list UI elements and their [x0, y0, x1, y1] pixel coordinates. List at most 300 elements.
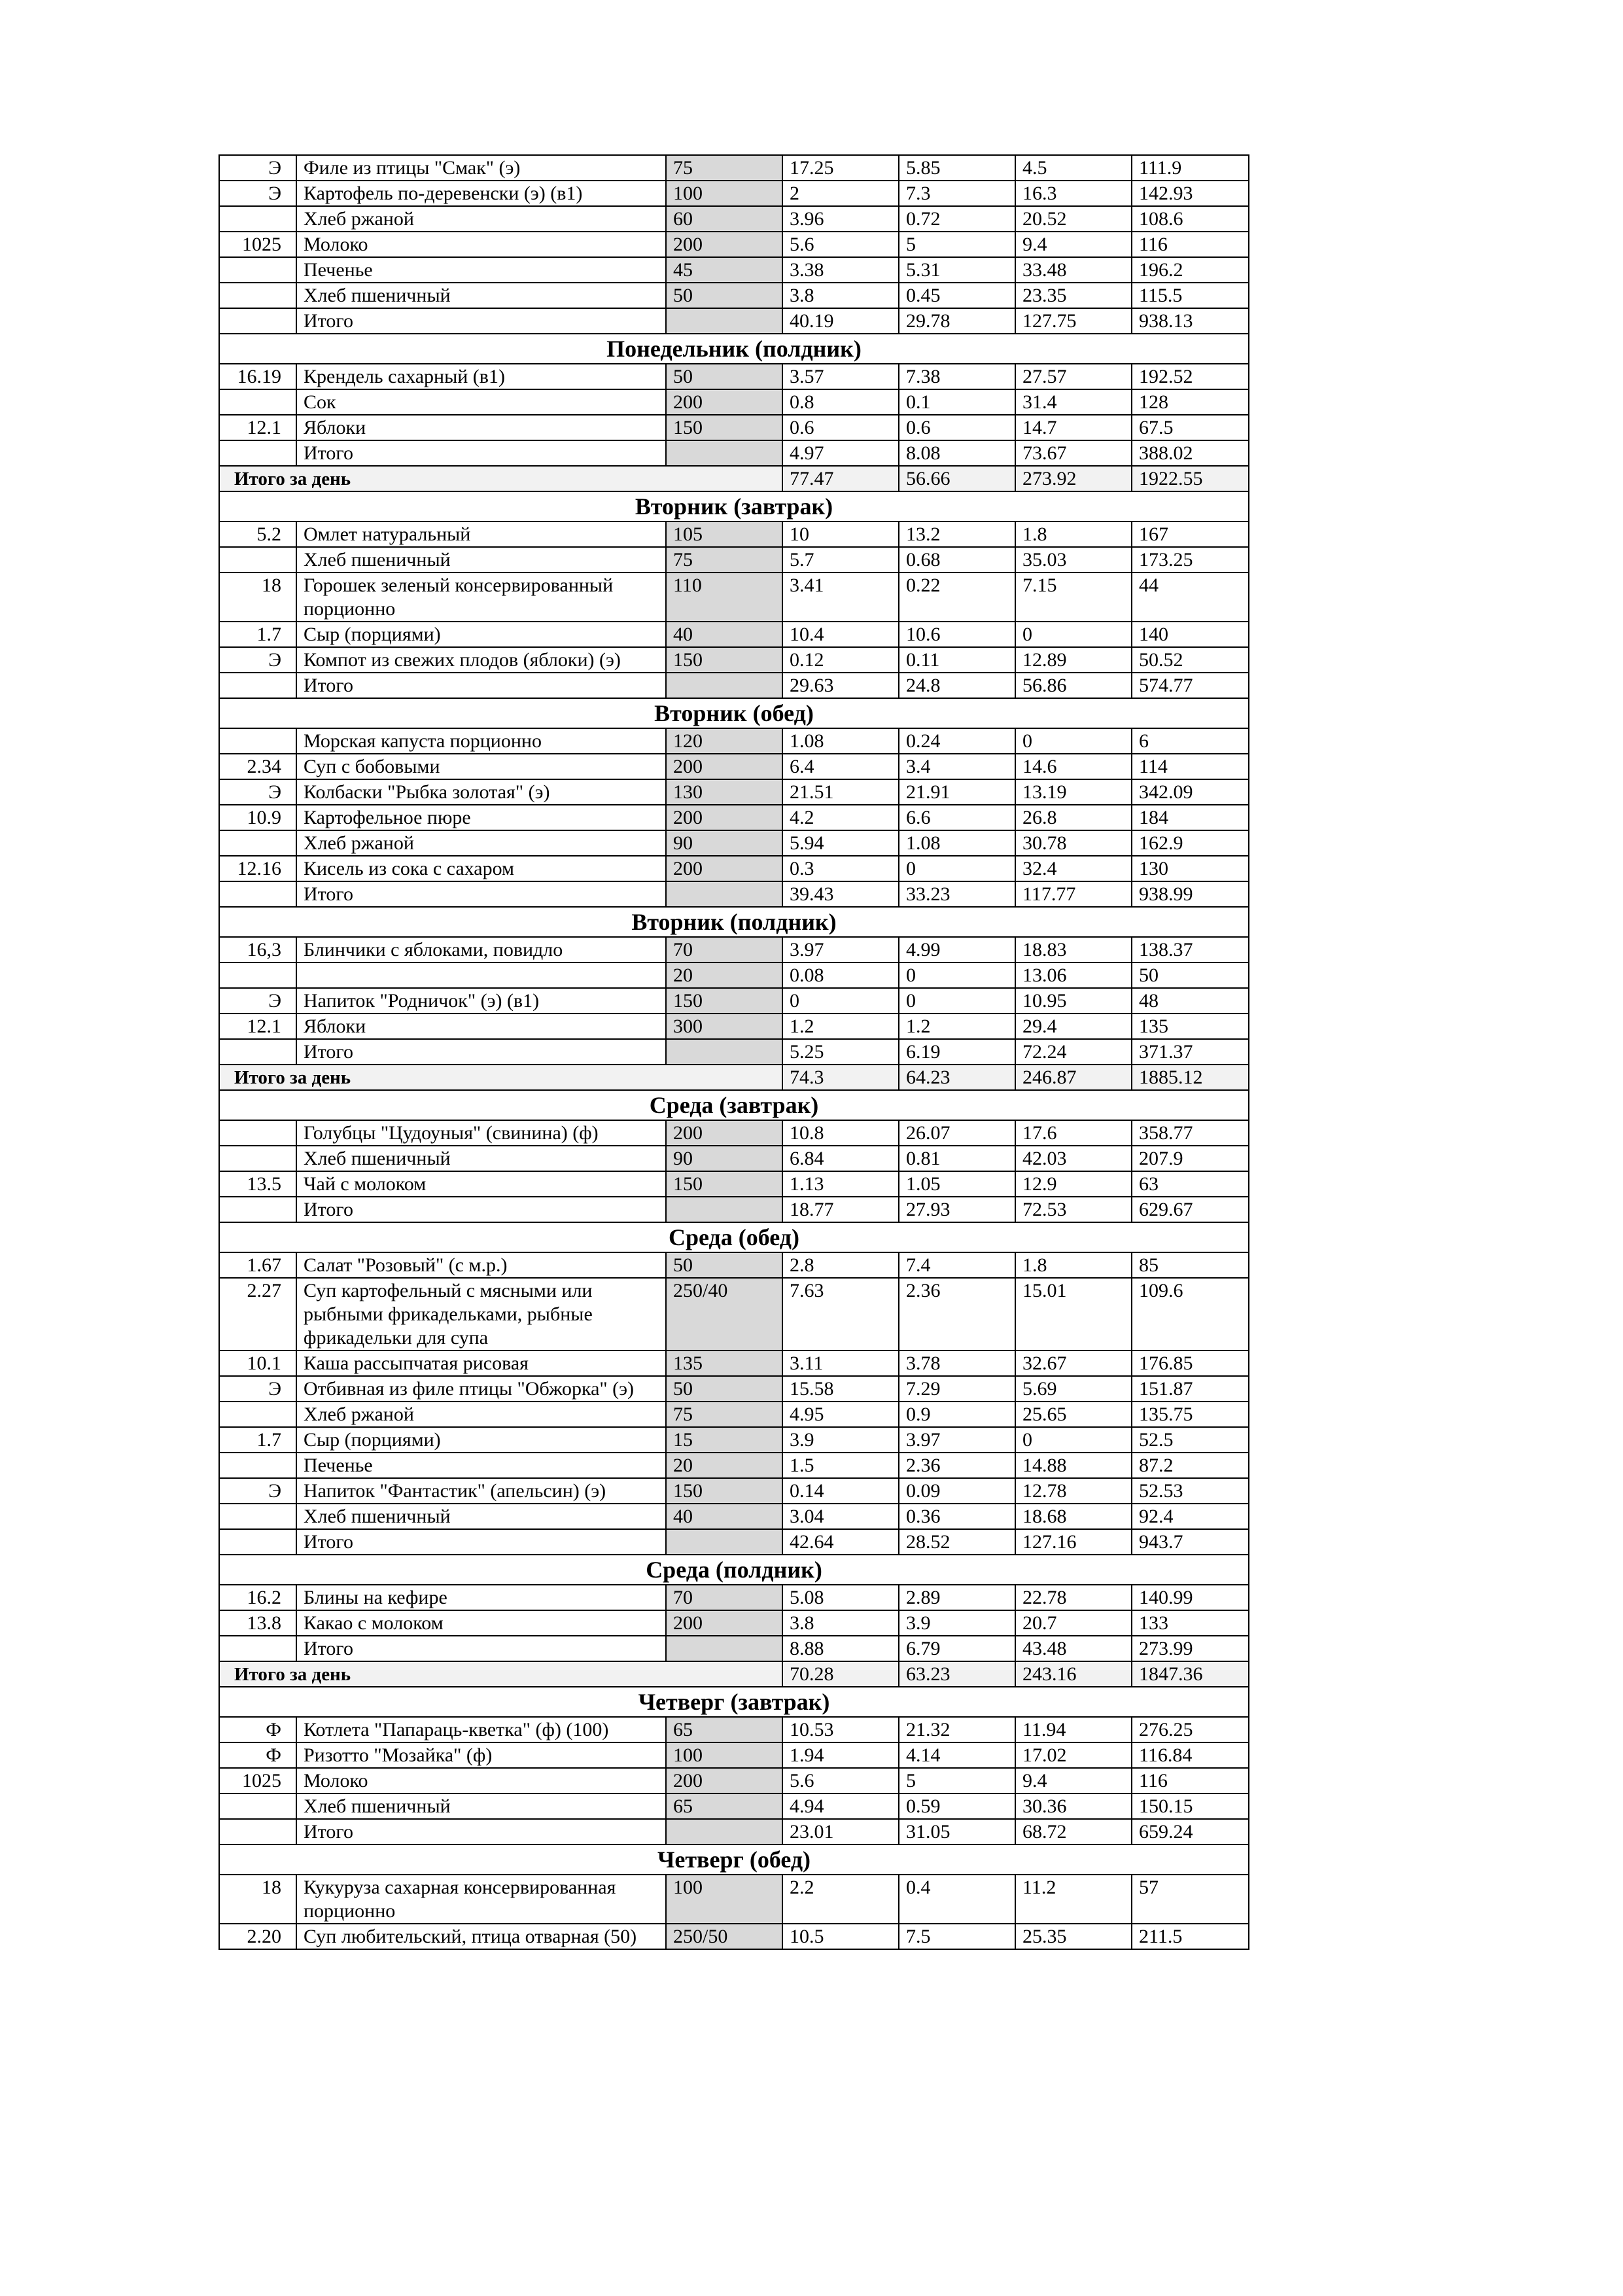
cell-dish-name: Хлеб пшеничный — [296, 1504, 666, 1529]
cell-fat: 3.97 — [899, 1427, 1015, 1453]
cell-kcal: 162.9 — [1132, 830, 1249, 856]
cell-carbs: 127.16 — [1015, 1529, 1132, 1555]
cell-fat: 3.4 — [899, 754, 1015, 779]
cell-recipe-number: Э — [219, 181, 296, 206]
cell-fat: 3.78 — [899, 1351, 1015, 1376]
table-row — [219, 1146, 1249, 1171]
cell-portion-mass: 65 — [666, 1717, 782, 1742]
cell-protein: 3.57 — [782, 364, 899, 389]
cell-fat: 0.72 — [899, 206, 1015, 232]
cell-carbs: 32.4 — [1015, 856, 1132, 881]
cell-carbs: 1.8 — [1015, 1252, 1132, 1278]
cell-kcal: 63 — [1132, 1171, 1249, 1197]
cell-carbs: 9.4 — [1015, 1768, 1132, 1793]
cell-fat: 1.08 — [899, 830, 1015, 856]
cell-kcal: 574.77 — [1132, 673, 1249, 698]
section-title: Вторник (полдник) — [219, 907, 1249, 937]
cell-protein: 39.43 — [782, 881, 899, 907]
cell-recipe-number: Э — [219, 155, 296, 181]
cell-recipe-number: 2.27 — [219, 1278, 296, 1351]
cell-fat: 13.2 — [899, 521, 1015, 547]
cell-carbs: 5.69 — [1015, 1376, 1132, 1402]
cell-carbs: 243.16 — [1015, 1661, 1132, 1687]
section-header-row — [219, 491, 1249, 521]
cell-kcal: 50 — [1132, 963, 1249, 988]
cell-dish-name: Молоко — [296, 232, 666, 257]
cell-fat: 5 — [899, 1768, 1015, 1793]
cell-protein: 0.6 — [782, 415, 899, 440]
cell-carbs: 11.94 — [1015, 1717, 1132, 1742]
cell-kcal: 128 — [1132, 389, 1249, 415]
meal-total-row — [219, 440, 1249, 466]
cell-carbs: 25.35 — [1015, 1924, 1132, 1949]
cell-recipe-number — [219, 283, 296, 308]
cell-dish-name: Напиток "Фантастик" (апельсин) (э) — [296, 1478, 666, 1504]
table-row — [219, 1278, 1249, 1351]
section-title: Четверг (завтрак) — [219, 1687, 1249, 1717]
cell-dish-name: Хлеб пшеничный — [296, 547, 666, 573]
cell-kcal: 52.5 — [1132, 1427, 1249, 1453]
cell-fat: 0 — [899, 856, 1015, 881]
cell-fat: 21.32 — [899, 1717, 1015, 1742]
menu-table-body — [219, 155, 1249, 1949]
cell-portion-mass: 65 — [666, 1793, 782, 1819]
cell-recipe-number — [219, 1402, 296, 1427]
cell-portion-mass: 200 — [666, 856, 782, 881]
cell-portion-mass: 50 — [666, 364, 782, 389]
cell-carbs: 25.65 — [1015, 1402, 1132, 1427]
cell-fat: 5.85 — [899, 155, 1015, 181]
cell-portion-mass: 300 — [666, 1014, 782, 1039]
table-row — [219, 1376, 1249, 1402]
cell-fat: 26.07 — [899, 1120, 1015, 1146]
cell-carbs: 43.48 — [1015, 1636, 1132, 1661]
cell-fat: 33.23 — [899, 881, 1015, 907]
cell-recipe-number — [219, 881, 296, 907]
cell-recipe-number: 10.9 — [219, 805, 296, 830]
cell-fat: 2.36 — [899, 1278, 1015, 1351]
cell-kcal: 133 — [1132, 1610, 1249, 1636]
cell-fat: 7.38 — [899, 364, 1015, 389]
cell-recipe-number: 1.7 — [219, 1427, 296, 1453]
cell-protein: 1.2 — [782, 1014, 899, 1039]
cell-recipe-number — [219, 1529, 296, 1555]
menu-table — [218, 154, 1249, 1950]
table-row — [219, 779, 1249, 805]
cell-recipe-number — [219, 830, 296, 856]
cell-carbs: 14.7 — [1015, 415, 1132, 440]
cell-recipe-number: Э — [219, 779, 296, 805]
day-total-label: Итого за день — [219, 466, 782, 491]
cell-fat: 0.4 — [899, 1875, 1015, 1924]
cell-portion-mass — [666, 440, 782, 466]
cell-kcal: 109.6 — [1132, 1278, 1249, 1351]
cell-carbs: 33.48 — [1015, 257, 1132, 283]
cell-protein: 5.94 — [782, 830, 899, 856]
cell-portion-mass: 150 — [666, 415, 782, 440]
cell-fat: 4.14 — [899, 1742, 1015, 1768]
cell-recipe-number: Э — [219, 988, 296, 1014]
cell-recipe-number — [219, 673, 296, 698]
cell-kcal: 92.4 — [1132, 1504, 1249, 1529]
cell-protein: 3.11 — [782, 1351, 899, 1376]
cell-kcal: 211.5 — [1132, 1924, 1249, 1949]
cell-dish-name: Яблоки — [296, 1014, 666, 1039]
cell-fat: 0.24 — [899, 728, 1015, 754]
cell-carbs: 14.88 — [1015, 1453, 1132, 1478]
cell-protein: 6.84 — [782, 1146, 899, 1171]
cell-protein: 10 — [782, 521, 899, 547]
cell-dish-name: Итого — [296, 1039, 666, 1065]
cell-kcal: 192.52 — [1132, 364, 1249, 389]
cell-kcal: 167 — [1132, 521, 1249, 547]
cell-carbs: 20.52 — [1015, 206, 1132, 232]
cell-portion-mass: 20 — [666, 963, 782, 988]
cell-kcal: 388.02 — [1132, 440, 1249, 466]
cell-recipe-number: 5.2 — [219, 521, 296, 547]
cell-protein: 0.14 — [782, 1478, 899, 1504]
table-row — [219, 1793, 1249, 1819]
cell-carbs: 0 — [1015, 622, 1132, 647]
cell-fat: 0.9 — [899, 1402, 1015, 1427]
cell-recipe-number — [219, 440, 296, 466]
cell-fat: 0.09 — [899, 1478, 1015, 1504]
cell-recipe-number — [219, 963, 296, 988]
cell-dish-name: Чай с молоком — [296, 1171, 666, 1197]
cell-portion-mass: 200 — [666, 232, 782, 257]
cell-portion-mass: 200 — [666, 1768, 782, 1793]
cell-fat: 29.78 — [899, 308, 1015, 334]
cell-kcal: 116 — [1132, 1768, 1249, 1793]
cell-recipe-number: 1.7 — [219, 622, 296, 647]
section-header-row — [219, 1222, 1249, 1252]
cell-dish-name: Суп картофельный с мясными или рыбными фрикадельками, рыбные фрикадельки для супа — [296, 1278, 666, 1351]
cell-dish-name: Горошек зеленый консервированный порционно — [296, 573, 666, 622]
cell-protein: 3.96 — [782, 206, 899, 232]
cell-fat: 5.31 — [899, 257, 1015, 283]
cell-kcal: 135.75 — [1132, 1402, 1249, 1427]
cell-portion-mass: 90 — [666, 830, 782, 856]
cell-portion-mass: 50 — [666, 1252, 782, 1278]
cell-protein: 21.51 — [782, 779, 899, 805]
cell-protein: 70.28 — [782, 1661, 899, 1687]
cell-dish-name: Хлеб ржаной — [296, 206, 666, 232]
cell-portion-mass: 75 — [666, 547, 782, 573]
cell-recipe-number — [219, 728, 296, 754]
cell-protein: 4.2 — [782, 805, 899, 830]
table-row — [219, 937, 1249, 963]
section-header-row — [219, 1090, 1249, 1120]
cell-dish-name: Каша рассыпчатая рисовая — [296, 1351, 666, 1376]
cell-fat: 63.23 — [899, 1661, 1015, 1687]
cell-dish-name: Морская капуста порционно — [296, 728, 666, 754]
cell-carbs: 26.8 — [1015, 805, 1132, 830]
meal-total-row — [219, 881, 1249, 907]
cell-carbs: 16.3 — [1015, 181, 1132, 206]
cell-protein: 6.4 — [782, 754, 899, 779]
cell-dish-name: Итого — [296, 308, 666, 334]
cell-recipe-number: 2.34 — [219, 754, 296, 779]
cell-dish-name: Сыр (порциями) — [296, 1427, 666, 1453]
cell-kcal: 85 — [1132, 1252, 1249, 1278]
cell-kcal: 184 — [1132, 805, 1249, 830]
cell-fat: 0.45 — [899, 283, 1015, 308]
table-row — [219, 1742, 1249, 1768]
section-title: Понедельник (полдник) — [219, 334, 1249, 364]
table-row — [219, 1427, 1249, 1453]
table-row — [219, 364, 1249, 389]
cell-dish-name: Печенье — [296, 257, 666, 283]
cell-recipe-number — [219, 1120, 296, 1146]
table-row — [219, 1478, 1249, 1504]
table-row — [219, 283, 1249, 308]
cell-portion-mass: 200 — [666, 389, 782, 415]
cell-protein: 3.97 — [782, 937, 899, 963]
cell-portion-mass: 150 — [666, 1171, 782, 1197]
cell-recipe-number — [219, 1636, 296, 1661]
cell-protein: 0 — [782, 988, 899, 1014]
section-header-row — [219, 907, 1249, 937]
cell-dish-name: Филе из птицы "Смак" (э) — [296, 155, 666, 181]
table-row — [219, 1717, 1249, 1742]
cell-fat: 0.81 — [899, 1146, 1015, 1171]
meal-total-row — [219, 308, 1249, 334]
cell-protein: 0.3 — [782, 856, 899, 881]
cell-protein: 3.38 — [782, 257, 899, 283]
cell-recipe-number: 16.19 — [219, 364, 296, 389]
cell-kcal: 371.37 — [1132, 1039, 1249, 1065]
cell-portion-mass: 200 — [666, 1610, 782, 1636]
cell-fat: 24.8 — [899, 673, 1015, 698]
cell-kcal: 140.99 — [1132, 1585, 1249, 1610]
cell-protein: 18.77 — [782, 1197, 899, 1222]
section-title: Среда (обед) — [219, 1222, 1249, 1252]
table-row — [219, 1585, 1249, 1610]
cell-dish-name: Итого — [296, 1636, 666, 1661]
cell-portion-mass: 50 — [666, 1376, 782, 1402]
cell-protein: 1.5 — [782, 1453, 899, 1478]
cell-kcal: 108.6 — [1132, 206, 1249, 232]
cell-fat: 1.05 — [899, 1171, 1015, 1197]
cell-dish-name: Итого — [296, 1529, 666, 1555]
cell-kcal: 52.53 — [1132, 1478, 1249, 1504]
cell-protein: 15.58 — [782, 1376, 899, 1402]
day-total-row — [219, 1661, 1249, 1687]
cell-kcal: 130 — [1132, 856, 1249, 881]
cell-kcal: 629.67 — [1132, 1197, 1249, 1222]
cell-dish-name: Картофельное пюре — [296, 805, 666, 830]
table-row — [219, 1120, 1249, 1146]
cell-protein: 7.63 — [782, 1278, 899, 1351]
cell-protein: 10.8 — [782, 1120, 899, 1146]
cell-fat: 6.19 — [899, 1039, 1015, 1065]
cell-portion-mass: 40 — [666, 622, 782, 647]
cell-portion-mass — [666, 673, 782, 698]
cell-carbs: 30.36 — [1015, 1793, 1132, 1819]
cell-carbs: 42.03 — [1015, 1146, 1132, 1171]
cell-portion-mass — [666, 1819, 782, 1845]
cell-carbs: 12.78 — [1015, 1478, 1132, 1504]
table-row — [219, 1014, 1249, 1039]
cell-recipe-number: Ф — [219, 1717, 296, 1742]
cell-protein: 2.2 — [782, 1875, 899, 1924]
cell-portion-mass: 45 — [666, 257, 782, 283]
cell-carbs: 72.24 — [1015, 1039, 1132, 1065]
section-title: Среда (завтрак) — [219, 1090, 1249, 1120]
cell-protein: 2.8 — [782, 1252, 899, 1278]
cell-kcal: 116.84 — [1132, 1742, 1249, 1768]
cell-protein: 42.64 — [782, 1529, 899, 1555]
cell-protein: 8.88 — [782, 1636, 899, 1661]
cell-fat: 0 — [899, 988, 1015, 1014]
cell-protein: 1.94 — [782, 1742, 899, 1768]
cell-carbs: 31.4 — [1015, 389, 1132, 415]
cell-protein: 3.9 — [782, 1427, 899, 1453]
table-row — [219, 728, 1249, 754]
cell-dish-name: Ризотто "Мозайка" (ф) — [296, 1742, 666, 1768]
cell-portion-mass: 105 — [666, 521, 782, 547]
cell-carbs: 9.4 — [1015, 232, 1132, 257]
cell-dish-name: Крендель сахарный (в1) — [296, 364, 666, 389]
table-row — [219, 257, 1249, 283]
table-row — [219, 963, 1249, 988]
cell-kcal: 176.85 — [1132, 1351, 1249, 1376]
meal-total-row — [219, 1039, 1249, 1065]
cell-portion-mass — [666, 1636, 782, 1661]
cell-kcal: 116 — [1132, 232, 1249, 257]
cell-protein: 40.19 — [782, 308, 899, 334]
cell-kcal: 135 — [1132, 1014, 1249, 1039]
cell-recipe-number — [219, 1039, 296, 1065]
cell-carbs: 14.6 — [1015, 754, 1132, 779]
cell-fat: 0.59 — [899, 1793, 1015, 1819]
cell-kcal: 207.9 — [1132, 1146, 1249, 1171]
cell-dish-name: Суп любительский, птица отварная (50) — [296, 1924, 666, 1949]
cell-protein: 77.47 — [782, 466, 899, 491]
cell-dish-name: Яблоки — [296, 415, 666, 440]
cell-dish-name — [296, 963, 666, 988]
cell-dish-name: Итого — [296, 440, 666, 466]
cell-fat: 10.6 — [899, 622, 1015, 647]
cell-portion-mass: 90 — [666, 1146, 782, 1171]
cell-recipe-number: 18 — [219, 573, 296, 622]
section-header-row — [219, 1555, 1249, 1585]
cell-fat: 6.6 — [899, 805, 1015, 830]
cell-fat: 7.4 — [899, 1252, 1015, 1278]
meal-total-row — [219, 1529, 1249, 1555]
cell-protein: 10.5 — [782, 1924, 899, 1949]
cell-dish-name: Печенье — [296, 1453, 666, 1478]
table-row — [219, 1171, 1249, 1197]
cell-dish-name: Итого — [296, 1197, 666, 1222]
cell-kcal: 938.13 — [1132, 308, 1249, 334]
cell-kcal: 943.7 — [1132, 1529, 1249, 1555]
cell-protein: 5.08 — [782, 1585, 899, 1610]
cell-carbs: 56.86 — [1015, 673, 1132, 698]
cell-protein: 74.3 — [782, 1065, 899, 1090]
cell-fat: 4.99 — [899, 937, 1015, 963]
cell-carbs: 11.2 — [1015, 1875, 1132, 1924]
cell-portion-mass — [666, 1197, 782, 1222]
cell-protein: 4.94 — [782, 1793, 899, 1819]
cell-fat: 0.6 — [899, 415, 1015, 440]
cell-fat: 28.52 — [899, 1529, 1015, 1555]
cell-recipe-number: 1.67 — [219, 1252, 296, 1278]
cell-kcal: 1847.36 — [1132, 1661, 1249, 1687]
table-row — [219, 1768, 1249, 1793]
cell-carbs: 29.4 — [1015, 1014, 1132, 1039]
table-row — [219, 1875, 1249, 1924]
cell-dish-name: Суп с бобовыми — [296, 754, 666, 779]
cell-dish-name: Итого — [296, 1819, 666, 1845]
cell-dish-name: Хлеб пшеничный — [296, 283, 666, 308]
cell-protein: 5.6 — [782, 1768, 899, 1793]
cell-kcal: 276.25 — [1132, 1717, 1249, 1742]
cell-portion-mass: 135 — [666, 1351, 782, 1376]
meal-total-row — [219, 1636, 1249, 1661]
cell-kcal: 151.87 — [1132, 1376, 1249, 1402]
cell-protein: 1.08 — [782, 728, 899, 754]
cell-portion-mass: 60 — [666, 206, 782, 232]
cell-protein: 0.8 — [782, 389, 899, 415]
cell-dish-name: Какао с молоком — [296, 1610, 666, 1636]
cell-kcal: 67.5 — [1132, 415, 1249, 440]
table-row — [219, 547, 1249, 573]
cell-carbs: 23.35 — [1015, 283, 1132, 308]
cell-carbs: 4.5 — [1015, 155, 1132, 181]
cell-carbs: 27.57 — [1015, 364, 1132, 389]
cell-portion-mass: 150 — [666, 647, 782, 673]
cell-dish-name: Кисель из сока с сахаром — [296, 856, 666, 881]
cell-carbs: 17.02 — [1015, 1742, 1132, 1768]
cell-portion-mass: 100 — [666, 181, 782, 206]
cell-fat: 0.1 — [899, 389, 1015, 415]
cell-kcal: 114 — [1132, 754, 1249, 779]
cell-fat: 1.2 — [899, 1014, 1015, 1039]
cell-portion-mass — [666, 881, 782, 907]
cell-recipe-number: 16.2 — [219, 1585, 296, 1610]
cell-fat: 2.36 — [899, 1453, 1015, 1478]
table-row — [219, 622, 1249, 647]
cell-fat: 0.36 — [899, 1504, 1015, 1529]
cell-recipe-number: 16,3 — [219, 937, 296, 963]
cell-carbs: 73.67 — [1015, 440, 1132, 466]
cell-fat: 8.08 — [899, 440, 1015, 466]
cell-carbs: 127.75 — [1015, 308, 1132, 334]
cell-dish-name: Хлеб пшеничный — [296, 1146, 666, 1171]
cell-dish-name: Котлета "Папараць-кветка" (ф) (100) — [296, 1717, 666, 1742]
cell-fat: 7.3 — [899, 181, 1015, 206]
cell-portion-mass: 70 — [666, 1585, 782, 1610]
cell-kcal: 6 — [1132, 728, 1249, 754]
cell-fat: 0.68 — [899, 547, 1015, 573]
cell-portion-mass: 15 — [666, 1427, 782, 1453]
cell-protein: 3.8 — [782, 1610, 899, 1636]
cell-kcal: 659.24 — [1132, 1819, 1249, 1845]
cell-fat: 0 — [899, 963, 1015, 988]
table-row — [219, 754, 1249, 779]
cell-fat: 0.22 — [899, 573, 1015, 622]
cell-kcal: 57 — [1132, 1875, 1249, 1924]
cell-kcal: 50.52 — [1132, 647, 1249, 673]
cell-protein: 4.95 — [782, 1402, 899, 1427]
cell-dish-name: Картофель по-деревенски (э) (в1) — [296, 181, 666, 206]
table-row — [219, 521, 1249, 547]
day-total-label: Итого за день — [219, 1065, 782, 1090]
meal-total-row — [219, 1819, 1249, 1845]
cell-protein: 4.97 — [782, 440, 899, 466]
cell-recipe-number — [219, 1146, 296, 1171]
